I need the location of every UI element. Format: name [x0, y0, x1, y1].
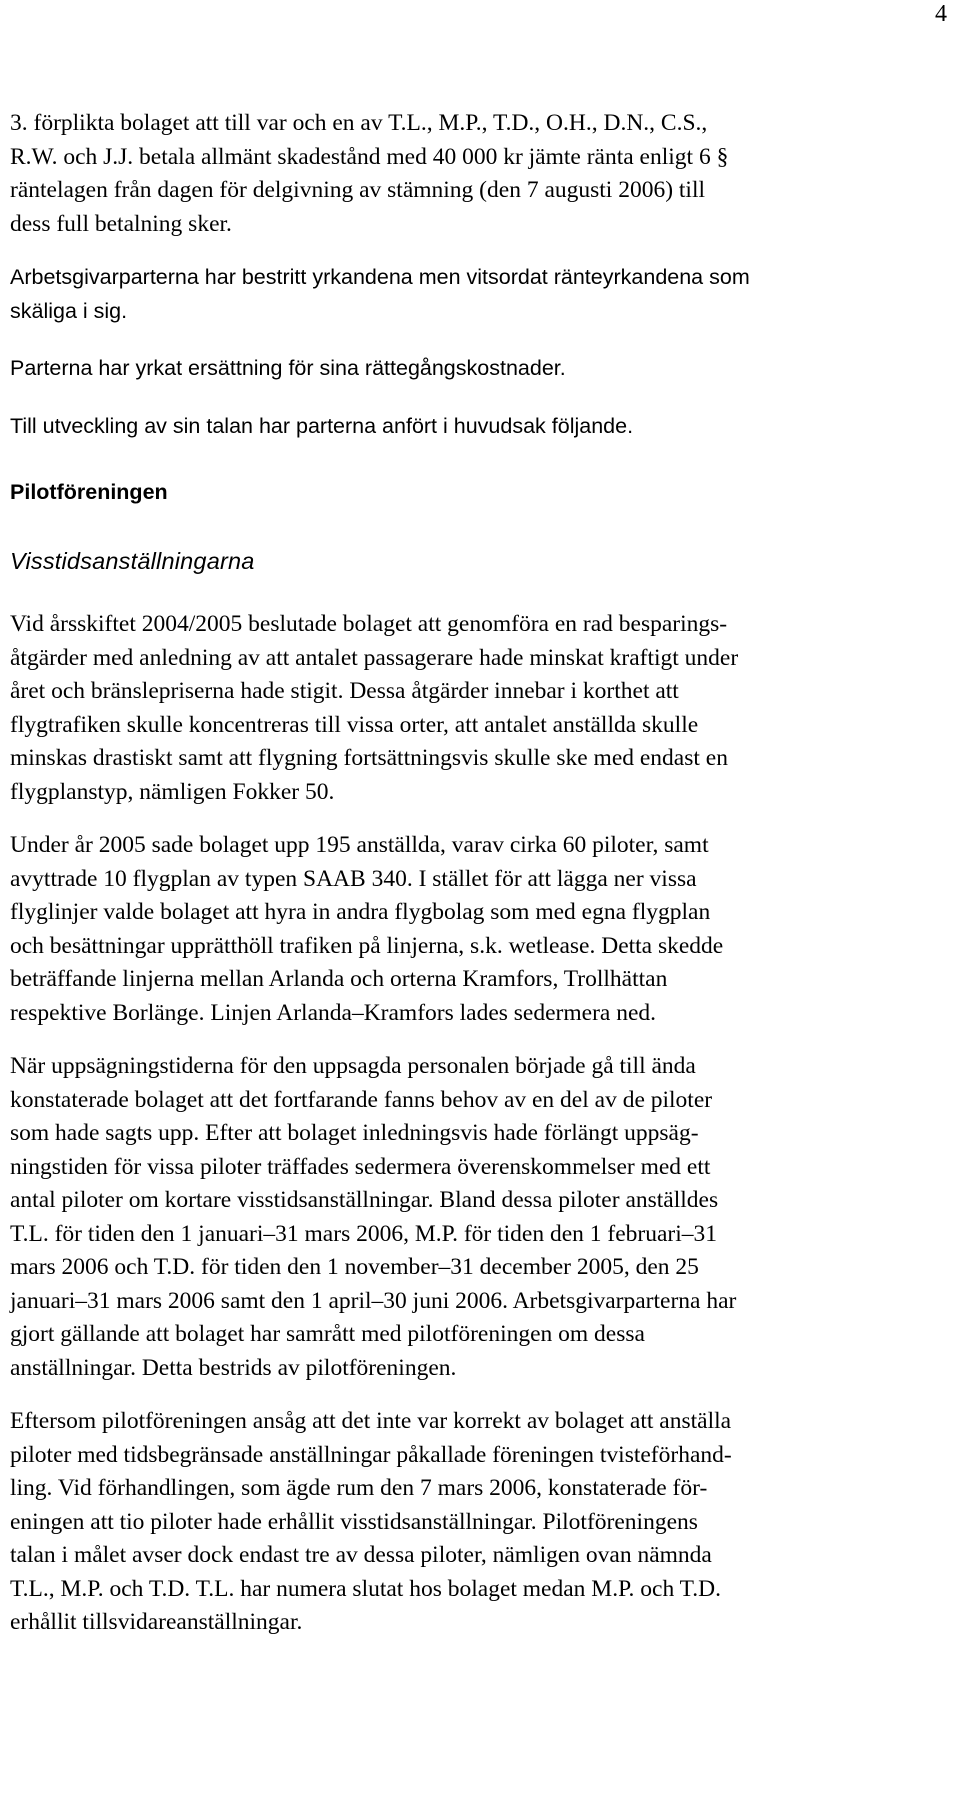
section-subheading: Visstidsanställningarna — [10, 547, 255, 574]
section-heading: Pilotföreningen — [10, 480, 168, 504]
text-line: flygplanstyp, nämligen Fokker 50. — [10, 778, 335, 805]
text-line: flygtrafiken skulle koncentreras till vissa orter, att antalet anställda skulle — [10, 711, 699, 738]
costs-paragraph — [10, 352, 955, 386]
text-line: mars 2006 och T.D. för tiden den 1 november–31 december 2005, den 25 — [10, 1254, 699, 1280]
body-paragraph — [10, 1405, 955, 1640]
text-line: avyttrade 10 flygplan av typen SAAB 340. I stället för att lägga ner vissa — [10, 865, 697, 892]
text-line: Under år 2005 sade bolaget upp 195 anställda, varav cirka 60 piloter, samt — [10, 832, 709, 858]
text-line: R.W. och J.J. betala allmänt skadestånd med 40 000 kr jämte ränta enligt 6 § — [10, 143, 729, 170]
body-paragraph — [10, 608, 955, 809]
text-line: talan i målet avser dock endast tre av dessa piloter, nämligen ovan nämnda — [10, 1542, 712, 1568]
text-line: antal piloter om kortare visstidsanställningar. Bland dessa piloter anställdes — [10, 1187, 719, 1213]
text-line: flyglinjer valde bolaget att hyra in andra flygbolag som med egna flygplan — [10, 899, 711, 925]
text-line: skäliga i sig. — [10, 298, 128, 323]
text-line: eningen att tio piloter hade erhållit visstidsanställningar. Pilotföreningens — [10, 1508, 698, 1535]
document-body — [10, 107, 955, 1640]
text-line: ningstiden för vissa piloter träffades sedermera överenskommelser med ett — [10, 1153, 711, 1180]
text-line: minskas drastiskt samt att flygning fortsättningsvis skulle ske med endast en — [10, 745, 728, 771]
text-line: erhållit tillsvidareanställningar. — [10, 1609, 303, 1635]
text-line: som hade sagts upp. Efter att bolaget inledningsvis hade förlängt uppsäg- — [10, 1120, 699, 1146]
text-line: Till utveckling av sin talan har parterna anfört i huvudsak följande. — [10, 413, 634, 438]
text-line: Vid årsskiftet 2004/2005 beslutade bolaget att genomföra en rad besparings- — [10, 611, 728, 637]
text-line: gjort gällande att bolaget har samrått med pilotföreningen om dessa — [10, 1321, 645, 1347]
text-line: Eftersom pilotföreningen ansåg att det inte var korrekt av bolaget att anställa — [10, 1408, 732, 1434]
text-line: Arbetsgivarparterna har bestritt yrkandena men vitsordat ränteyrkandena som — [10, 265, 750, 289]
page-number: 4 — [935, 1, 947, 27]
body-paragraph — [10, 829, 955, 1030]
text-line: året och bränslepriserna hade stigit. Dessa åtgärder innebar i korthet att — [10, 678, 679, 704]
text-line: beträffande linjerna mellan Arlanda och orterna Kramfors, Trollhättan — [10, 966, 668, 992]
text-line: och besättningar upprätthöll trafiken på linjerna, s.k. wetlease. Detta skedde — [10, 932, 724, 959]
text-line: T.L., M.P. och T.D. T.L. har numera slutat hos bolaget medan M.P. och T.D. — [10, 1575, 721, 1602]
claim-paragraph — [10, 107, 955, 241]
text-line: åtgärder med anledning av att antalet passagerare hade minskat kraftigt under — [10, 644, 739, 671]
text-line: respektive Borlänge. Linjen Arlanda–Kramfors lades sedermera ned. — [10, 999, 657, 1026]
text-line: dess full betalning sker. — [10, 210, 232, 237]
development-paragraph — [10, 410, 955, 444]
response-paragraph — [10, 261, 955, 328]
text-line: ling. Vid förhandlingen, som ägde rum den 7 mars 2006, konstaterade för- — [10, 1475, 708, 1501]
body-paragraph — [10, 1050, 955, 1385]
text-line: T.L. för tiden den 1 januari–31 mars 2006, M.P. för tiden den 1 februari–31 — [10, 1220, 718, 1247]
text-line: januari–31 mars 2006 samt den 1 april–30 juni 2006. Arbetsgivarparterna har — [10, 1287, 737, 1314]
text-line: anställningar. Detta bestrids av pilotföreningen. — [10, 1354, 457, 1381]
text-line: Parterna har yrkat ersättning för sina rättegångskostnader. — [10, 356, 566, 380]
text-line: 3. förplikta bolaget att till var och en av T.L., M.P., T.D., O.H., D.N., C.S., — [10, 110, 708, 136]
text-line: konstaterade bolaget att det fortfarande fanns behov av en del av de piloter — [10, 1086, 713, 1113]
text-line: När uppsägningstiderna för den uppsagda personalen började gå till ända — [10, 1053, 696, 1079]
text-line: piloter med tidsbegränsade anställningar påkallade föreningen tvisteförhand- — [10, 1441, 732, 1468]
text-line: räntelagen från dagen för delgivning av stämning (den 7 augusti 2006) till — [10, 177, 706, 203]
